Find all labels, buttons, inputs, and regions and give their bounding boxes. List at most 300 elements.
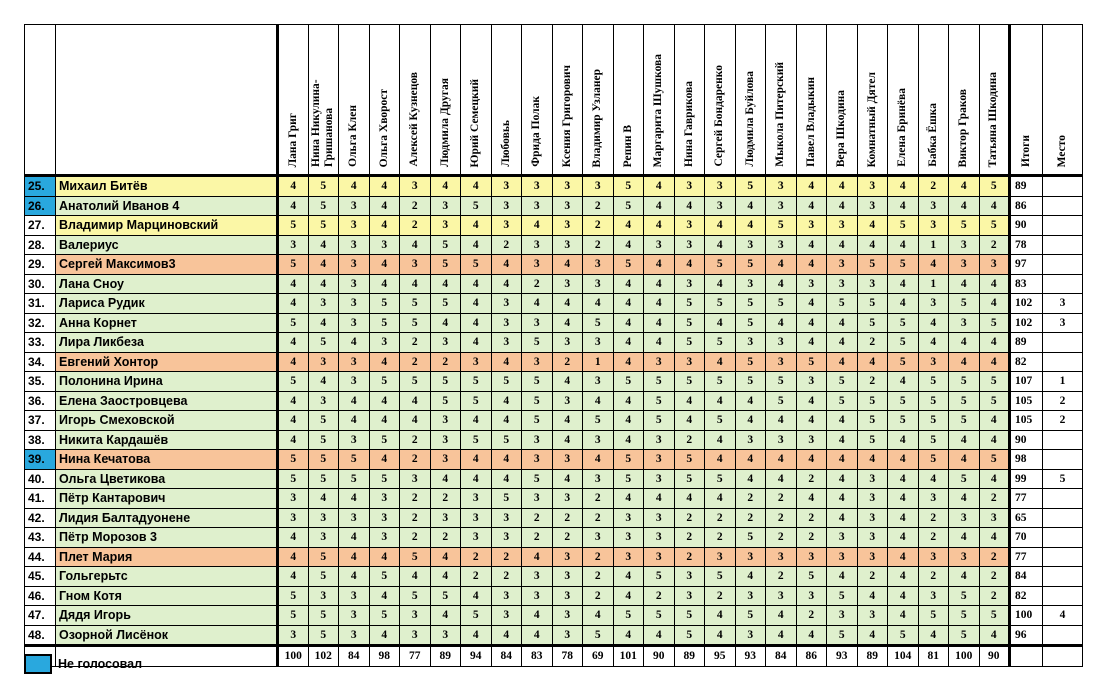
score-cell: 4 bbox=[369, 176, 400, 197]
score-cell: 3 bbox=[613, 508, 644, 528]
place-cell: 3 bbox=[1043, 313, 1083, 333]
score-cell: 4 bbox=[827, 333, 858, 353]
total-cell: 100 bbox=[1010, 606, 1043, 626]
score-cell: 4 bbox=[613, 313, 644, 333]
score-cell: 5 bbox=[705, 255, 736, 275]
score-cell: 3 bbox=[918, 489, 949, 509]
score-cell: 4 bbox=[461, 176, 492, 197]
score-cell: 4 bbox=[674, 255, 705, 275]
judge-header-label: Сергей Бондаренко bbox=[713, 65, 726, 167]
score-cell: 5 bbox=[308, 469, 339, 489]
score-cell: 4 bbox=[491, 450, 522, 470]
row-number: 33. bbox=[25, 333, 56, 353]
score-cell: 4 bbox=[369, 586, 400, 606]
judge-header-label: Вера Шкодина bbox=[835, 89, 848, 167]
score-cell: 4 bbox=[796, 255, 827, 275]
score-cell: 5 bbox=[766, 216, 797, 236]
score-cell: 4 bbox=[979, 294, 1010, 314]
score-cell: 5 bbox=[278, 313, 309, 333]
participant-name: Евгений Хонтор bbox=[56, 352, 278, 372]
score-cell: 5 bbox=[308, 450, 339, 470]
total-cell: 97 bbox=[1010, 255, 1043, 275]
score-cell: 3 bbox=[857, 196, 888, 216]
score-cell: 5 bbox=[735, 352, 766, 372]
row-number: 45. bbox=[25, 567, 56, 587]
score-cell: 4 bbox=[888, 528, 919, 548]
score-cell: 4 bbox=[918, 469, 949, 489]
score-cell: 4 bbox=[705, 450, 736, 470]
score-cell: 4 bbox=[613, 430, 644, 450]
score-cell: 3 bbox=[674, 586, 705, 606]
judge-header bbox=[949, 25, 980, 176]
score-cell: 4 bbox=[705, 313, 736, 333]
table-row bbox=[25, 313, 1083, 333]
judge-header-label: Маргарита Шушкова bbox=[652, 53, 665, 167]
judge-header bbox=[552, 25, 583, 176]
score-cell: 5 bbox=[888, 216, 919, 236]
score-cell: 3 bbox=[339, 274, 370, 294]
score-cell: 4 bbox=[369, 625, 400, 646]
score-cell: 4 bbox=[796, 411, 827, 431]
score-cell: 3 bbox=[461, 508, 492, 528]
score-cell: 3 bbox=[552, 567, 583, 587]
judge-header-label: Любовьь bbox=[499, 120, 512, 167]
score-cell: 2 bbox=[400, 528, 431, 548]
judge-total-cell: 81 bbox=[918, 646, 949, 667]
place-cell bbox=[1043, 508, 1083, 528]
place-cell bbox=[1043, 274, 1083, 294]
judge-header bbox=[827, 25, 858, 176]
score-cell: 4 bbox=[430, 313, 461, 333]
judge-total-cell: 77 bbox=[400, 646, 431, 667]
score-cell: 5 bbox=[888, 352, 919, 372]
score-cell: 3 bbox=[430, 411, 461, 431]
score-cell: 4 bbox=[278, 333, 309, 353]
score-cell: 3 bbox=[644, 469, 675, 489]
score-cell: 4 bbox=[522, 294, 553, 314]
score-cell: 4 bbox=[827, 352, 858, 372]
score-cell: 5 bbox=[857, 294, 888, 314]
score-cell: 3 bbox=[522, 255, 553, 275]
score-cell: 2 bbox=[735, 489, 766, 509]
score-cell: 3 bbox=[461, 489, 492, 509]
score-cell: 4 bbox=[583, 391, 614, 411]
score-cell: 4 bbox=[888, 294, 919, 314]
score-cell: 5 bbox=[979, 606, 1010, 626]
score-cell: 3 bbox=[827, 606, 858, 626]
score-cell: 5 bbox=[979, 176, 1010, 197]
score-cell: 5 bbox=[705, 567, 736, 587]
score-cell: 2 bbox=[400, 216, 431, 236]
score-cell: 5 bbox=[888, 391, 919, 411]
score-cell: 4 bbox=[674, 411, 705, 431]
score-cell: 4 bbox=[552, 294, 583, 314]
score-cell: 5 bbox=[949, 469, 980, 489]
score-cell: 5 bbox=[491, 372, 522, 392]
score-cell: 3 bbox=[827, 216, 858, 236]
score-cell: 4 bbox=[552, 313, 583, 333]
score-cell: 5 bbox=[674, 606, 705, 626]
score-cell: 4 bbox=[979, 528, 1010, 548]
score-cell: 4 bbox=[278, 352, 309, 372]
score-cell: 5 bbox=[796, 352, 827, 372]
score-cell: 3 bbox=[949, 508, 980, 528]
totals-blank-total bbox=[1010, 646, 1043, 667]
score-cell: 5 bbox=[308, 411, 339, 431]
participant-name: Плет Мария bbox=[56, 547, 278, 567]
score-cell: 4 bbox=[369, 450, 400, 470]
score-cell: 4 bbox=[796, 294, 827, 314]
score-cell: 4 bbox=[430, 176, 461, 197]
score-cell: 3 bbox=[552, 489, 583, 509]
score-cell: 2 bbox=[583, 235, 614, 255]
score-cell: 3 bbox=[766, 235, 797, 255]
score-cell: 5 bbox=[949, 391, 980, 411]
score-cell: 4 bbox=[735, 567, 766, 587]
score-cell: 3 bbox=[766, 176, 797, 197]
judge-header-label: Ксения Григорович bbox=[560, 64, 573, 167]
score-cell: 2 bbox=[705, 586, 736, 606]
table-row bbox=[25, 469, 1083, 489]
score-cell: 2 bbox=[522, 508, 553, 528]
judge-header-label: Фрида Полак bbox=[530, 96, 543, 167]
score-cell: 3 bbox=[400, 255, 431, 275]
score-cell: 5 bbox=[461, 255, 492, 275]
score-cell: 2 bbox=[918, 176, 949, 197]
score-cell: 4 bbox=[613, 294, 644, 314]
score-cell: 4 bbox=[857, 586, 888, 606]
score-cell: 3 bbox=[766, 196, 797, 216]
score-cell: 5 bbox=[979, 391, 1010, 411]
score-cell: 4 bbox=[613, 411, 644, 431]
row-number: 44. bbox=[25, 547, 56, 567]
judge-header bbox=[369, 25, 400, 176]
score-cell: 4 bbox=[644, 216, 675, 236]
score-cell: 4 bbox=[644, 196, 675, 216]
participant-name: Пётр Морозов 3 bbox=[56, 528, 278, 548]
participant-name: Лидия Балтадуонене bbox=[56, 508, 278, 528]
score-cell: 4 bbox=[369, 274, 400, 294]
participant-name: Лана Сноу bbox=[56, 274, 278, 294]
score-cell: 4 bbox=[522, 606, 553, 626]
score-cell: 4 bbox=[308, 255, 339, 275]
score-cell: 4 bbox=[278, 294, 309, 314]
score-cell: 4 bbox=[766, 450, 797, 470]
score-cell: 3 bbox=[339, 430, 370, 450]
total-cell: 78 bbox=[1010, 235, 1043, 255]
score-cell: 4 bbox=[461, 450, 492, 470]
score-cell: 5 bbox=[735, 606, 766, 626]
row-number: 39. bbox=[25, 450, 56, 470]
judge-header bbox=[400, 25, 431, 176]
score-cell: 3 bbox=[979, 255, 1010, 275]
totals-blank-place bbox=[1043, 646, 1083, 667]
score-cell: 4 bbox=[766, 255, 797, 275]
score-cell: 4 bbox=[766, 469, 797, 489]
judge-header-label: Ольга Клен bbox=[347, 105, 360, 167]
score-cell: 3 bbox=[552, 625, 583, 646]
score-cell: 3 bbox=[552, 196, 583, 216]
score-cell: 4 bbox=[461, 411, 492, 431]
participant-name: Лира Ликбеза bbox=[56, 333, 278, 353]
total-cell: 89 bbox=[1010, 333, 1043, 353]
score-cell: 4 bbox=[796, 196, 827, 216]
total-cell: 82 bbox=[1010, 352, 1043, 372]
score-cell: 5 bbox=[613, 196, 644, 216]
header-blank-num bbox=[25, 25, 56, 176]
score-cell: 3 bbox=[491, 586, 522, 606]
score-cell: 4 bbox=[918, 625, 949, 646]
judge-header-label: Елена Бринёва bbox=[896, 88, 909, 167]
score-cell: 2 bbox=[583, 586, 614, 606]
score-cell: 2 bbox=[583, 547, 614, 567]
score-cell: 5 bbox=[613, 176, 644, 197]
score-cell: 3 bbox=[430, 508, 461, 528]
score-cell: 5 bbox=[949, 216, 980, 236]
score-cell: 3 bbox=[278, 489, 309, 509]
score-cell: 5 bbox=[796, 567, 827, 587]
score-cell: 4 bbox=[552, 255, 583, 275]
score-cell: 2 bbox=[766, 567, 797, 587]
score-cell: 3 bbox=[491, 606, 522, 626]
score-cell: 5 bbox=[430, 294, 461, 314]
table-row bbox=[25, 255, 1083, 275]
score-cell: 4 bbox=[796, 391, 827, 411]
score-cell: 2 bbox=[674, 547, 705, 567]
score-cell: 4 bbox=[827, 411, 858, 431]
score-cell: 4 bbox=[522, 625, 553, 646]
score-cell: 3 bbox=[583, 430, 614, 450]
score-cell: 5 bbox=[308, 547, 339, 567]
judge-header-label: Людмила Другая bbox=[438, 77, 451, 167]
score-cell: 5 bbox=[613, 606, 644, 626]
results-table-container bbox=[24, 24, 1083, 667]
not-voted-swatch bbox=[24, 654, 52, 674]
score-cell: 3 bbox=[674, 176, 705, 197]
score-cell: 2 bbox=[766, 489, 797, 509]
score-cell: 3 bbox=[949, 255, 980, 275]
judge-header bbox=[979, 25, 1010, 176]
row-number: 34. bbox=[25, 352, 56, 372]
score-cell: 5 bbox=[979, 216, 1010, 236]
judge-total-cell: 90 bbox=[979, 646, 1010, 667]
score-cell: 3 bbox=[400, 176, 431, 197]
score-cell: 4 bbox=[949, 176, 980, 197]
score-cell: 5 bbox=[888, 411, 919, 431]
score-cell: 4 bbox=[674, 196, 705, 216]
score-cell: 4 bbox=[430, 274, 461, 294]
table-row bbox=[25, 625, 1083, 646]
score-cell: 3 bbox=[857, 508, 888, 528]
score-cell: 5 bbox=[461, 606, 492, 626]
score-cell: 4 bbox=[735, 196, 766, 216]
score-cell: 4 bbox=[949, 352, 980, 372]
score-cell: 3 bbox=[278, 235, 309, 255]
judge-total-cell: 86 bbox=[796, 646, 827, 667]
score-cell: 3 bbox=[430, 333, 461, 353]
score-cell: 2 bbox=[400, 508, 431, 528]
row-number: 30. bbox=[25, 274, 56, 294]
participant-name: Сергей Максимов3 bbox=[56, 255, 278, 275]
score-cell: 2 bbox=[674, 430, 705, 450]
row-number: 31. bbox=[25, 294, 56, 314]
score-cell: 5 bbox=[491, 489, 522, 509]
score-cell: 5 bbox=[400, 372, 431, 392]
score-cell: 2 bbox=[979, 586, 1010, 606]
place-header-label: Место bbox=[1056, 134, 1068, 167]
score-cell: 4 bbox=[705, 352, 736, 372]
judge-header-label: Мыкола Питерский bbox=[774, 62, 787, 167]
participant-name: Озорной Лисёнок bbox=[56, 625, 278, 646]
score-cell: 4 bbox=[644, 313, 675, 333]
score-cell: 3 bbox=[552, 274, 583, 294]
place-cell: 5 bbox=[1043, 469, 1083, 489]
score-cell: 3 bbox=[766, 352, 797, 372]
judge-total-cell: 89 bbox=[674, 646, 705, 667]
score-cell: 4 bbox=[705, 430, 736, 450]
place-cell bbox=[1043, 625, 1083, 646]
score-cell: 4 bbox=[857, 352, 888, 372]
judge-header bbox=[857, 25, 888, 176]
score-cell: 5 bbox=[735, 176, 766, 197]
judge-header bbox=[766, 25, 797, 176]
score-cell: 2 bbox=[796, 469, 827, 489]
judge-header bbox=[308, 25, 339, 176]
score-cell: 4 bbox=[888, 430, 919, 450]
participant-name: Валериус bbox=[56, 235, 278, 255]
score-cell: 3 bbox=[644, 528, 675, 548]
score-cell: 2 bbox=[583, 216, 614, 236]
score-cell: 3 bbox=[735, 547, 766, 567]
score-cell: 4 bbox=[522, 216, 553, 236]
score-cell: 4 bbox=[430, 606, 461, 626]
score-cell: 4 bbox=[339, 333, 370, 353]
score-cell: 3 bbox=[491, 508, 522, 528]
score-cell: 4 bbox=[278, 196, 309, 216]
score-cell: 3 bbox=[796, 274, 827, 294]
results-body bbox=[25, 176, 1083, 667]
score-cell: 3 bbox=[491, 216, 522, 236]
place-cell bbox=[1043, 176, 1083, 197]
row-number: 26. bbox=[25, 196, 56, 216]
participant-name: Анатолий Иванов 4 bbox=[56, 196, 278, 216]
score-cell: 5 bbox=[461, 391, 492, 411]
score-cell: 2 bbox=[705, 528, 736, 548]
score-cell: 4 bbox=[613, 625, 644, 646]
score-cell: 4 bbox=[888, 372, 919, 392]
score-cell: 5 bbox=[644, 411, 675, 431]
participant-name: Никита Кардашёв bbox=[56, 430, 278, 450]
score-cell: 5 bbox=[705, 294, 736, 314]
score-cell: 4 bbox=[949, 528, 980, 548]
score-cell: 5 bbox=[674, 469, 705, 489]
score-cell: 4 bbox=[644, 333, 675, 353]
total-cell: 107 bbox=[1010, 372, 1043, 392]
judge-total-cell: 94 bbox=[461, 646, 492, 667]
total-cell: 82 bbox=[1010, 586, 1043, 606]
score-cell: 3 bbox=[400, 606, 431, 626]
score-cell: 2 bbox=[857, 333, 888, 353]
score-cell: 4 bbox=[674, 391, 705, 411]
score-cell: 5 bbox=[766, 372, 797, 392]
score-cell: 4 bbox=[888, 567, 919, 587]
score-cell: 4 bbox=[583, 606, 614, 626]
score-cell: 4 bbox=[339, 567, 370, 587]
score-cell: 5 bbox=[461, 430, 492, 450]
score-cell: 5 bbox=[644, 391, 675, 411]
judge-header-label: Репин В bbox=[621, 124, 634, 167]
score-cell: 5 bbox=[461, 372, 492, 392]
score-cell: 4 bbox=[735, 411, 766, 431]
score-cell: 5 bbox=[278, 469, 309, 489]
score-cell: 2 bbox=[552, 528, 583, 548]
score-cell: 5 bbox=[949, 372, 980, 392]
score-cell: 4 bbox=[430, 567, 461, 587]
score-cell: 4 bbox=[613, 391, 644, 411]
table-row bbox=[25, 586, 1083, 606]
score-cell: 5 bbox=[522, 333, 553, 353]
score-cell: 3 bbox=[491, 176, 522, 197]
score-cell: 5 bbox=[491, 430, 522, 450]
row-number: 41. bbox=[25, 489, 56, 509]
score-cell: 4 bbox=[766, 411, 797, 431]
score-cell: 3 bbox=[583, 528, 614, 548]
judge-header-label: Нина Никулина-Гришанова bbox=[310, 79, 336, 167]
score-cell: 3 bbox=[308, 586, 339, 606]
score-cell: 4 bbox=[369, 352, 400, 372]
place-cell bbox=[1043, 255, 1083, 275]
row-number: 32. bbox=[25, 313, 56, 333]
score-cell: 4 bbox=[491, 352, 522, 372]
score-cell: 3 bbox=[949, 547, 980, 567]
score-cell: 5 bbox=[644, 372, 675, 392]
score-cell: 5 bbox=[827, 586, 858, 606]
score-cell: 5 bbox=[430, 372, 461, 392]
score-cell: 5 bbox=[369, 430, 400, 450]
row-number: 36. bbox=[25, 391, 56, 411]
place-cell bbox=[1043, 450, 1083, 470]
judge-total-cell: 98 bbox=[369, 646, 400, 667]
header-row bbox=[25, 25, 1083, 176]
table-row bbox=[25, 606, 1083, 626]
score-cell: 2 bbox=[461, 547, 492, 567]
score-cell: 3 bbox=[796, 372, 827, 392]
score-cell: 3 bbox=[430, 625, 461, 646]
score-cell: 5 bbox=[278, 255, 309, 275]
score-cell: 3 bbox=[339, 235, 370, 255]
score-cell: 2 bbox=[857, 372, 888, 392]
score-cell: 5 bbox=[430, 391, 461, 411]
score-cell: 4 bbox=[796, 235, 827, 255]
score-cell: 5 bbox=[583, 411, 614, 431]
score-cell: 5 bbox=[949, 625, 980, 646]
score-cell: 4 bbox=[888, 586, 919, 606]
score-cell: 5 bbox=[705, 411, 736, 431]
score-cell: 3 bbox=[552, 235, 583, 255]
judge-header-label: Нина Гаврикова bbox=[682, 80, 695, 167]
score-cell: 4 bbox=[644, 255, 675, 275]
score-cell: 4 bbox=[705, 606, 736, 626]
judge-header-label: Юрий Семецкий bbox=[469, 78, 482, 167]
score-cell: 3 bbox=[674, 235, 705, 255]
score-cell: 4 bbox=[888, 450, 919, 470]
judge-total-cell: 101 bbox=[613, 646, 644, 667]
score-cell: 2 bbox=[400, 352, 431, 372]
score-cell: 5 bbox=[979, 450, 1010, 470]
score-cell: 3 bbox=[430, 450, 461, 470]
score-cell: 4 bbox=[400, 567, 431, 587]
score-cell: 3 bbox=[918, 196, 949, 216]
